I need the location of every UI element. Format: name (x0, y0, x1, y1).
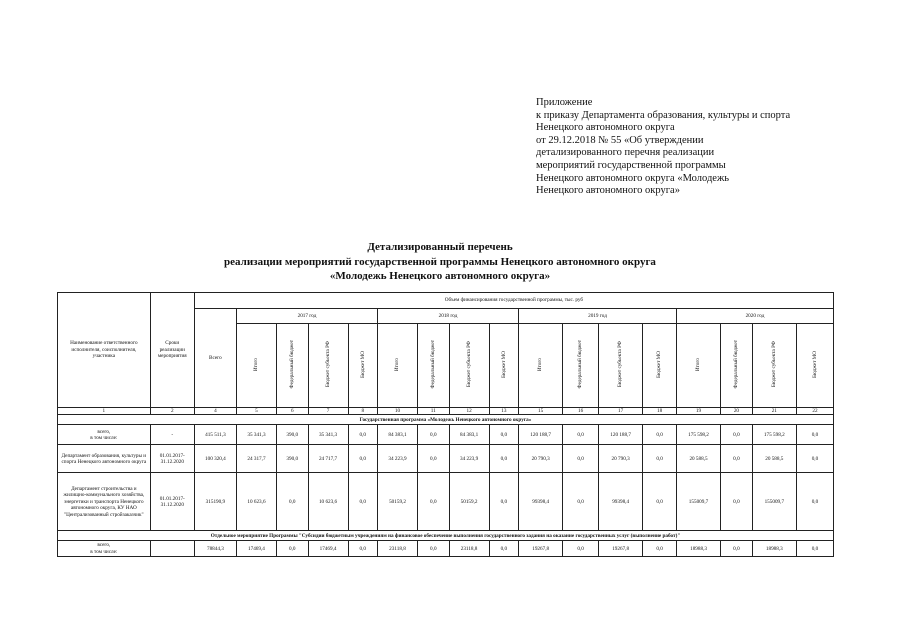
subhead-mo: Бюджет МО (359, 350, 366, 378)
row-value: 0,0 (276, 541, 308, 557)
row-name: всего, в том числе: (58, 541, 151, 557)
financing-table (57, 292, 834, 557)
row-value: 120 188,7 (599, 425, 643, 445)
row-value: 415 511,3 (194, 425, 236, 445)
row-value: 0,0 (563, 473, 599, 531)
col-number: 7 (308, 408, 348, 415)
row-period: 01.01.2017- 31.12.2020 (150, 473, 194, 531)
row-value: 18988,3 (752, 541, 796, 557)
subhead-mo: Бюджет МО (500, 350, 507, 378)
col-number: 19 (676, 408, 720, 415)
header-year-2018: 2018 год (378, 309, 519, 324)
col-number: 20 (721, 408, 753, 415)
table-row (58, 541, 834, 557)
row-value: 100 320,4 (194, 445, 236, 473)
row-value: 24 317,7 (236, 445, 276, 473)
annex-line: Ненецкого автономного округа (536, 122, 675, 134)
col-number: 10 (378, 408, 418, 415)
section-row (58, 415, 834, 425)
row-value: 23118,8 (378, 541, 418, 557)
row-value: 0,0 (489, 425, 518, 445)
row-value: 390,0 (276, 445, 308, 473)
title-line-2: реализации мероприятий государственной программы Ненецкого автономного округа (224, 255, 656, 268)
subhead-subject: Бюджет субъекта РФ (617, 341, 624, 388)
annex-line: к приказу Департамента образования, культуры и спорта (536, 109, 791, 121)
subsidy-rows (58, 541, 834, 557)
row-value: 20 790,3 (519, 445, 563, 473)
row-value: 0,0 (276, 473, 308, 531)
subhead-cell (236, 324, 276, 408)
row-value: 24 717,7 (308, 445, 348, 473)
row-value: 0,0 (643, 445, 677, 473)
subhead-federal: Федеральный бюджет (577, 340, 584, 389)
row-value: 20 588,5 (752, 445, 796, 473)
row-value: 315190,9 (194, 473, 236, 531)
row-value: 19267,8 (599, 541, 643, 557)
row-value: 0,0 (643, 473, 677, 531)
row-value: 35 341,3 (236, 425, 276, 445)
row-value: 0,0 (721, 541, 753, 557)
annex-line: Приложение (536, 97, 593, 108)
row-value: 0,0 (643, 541, 677, 557)
row-value: 0,0 (489, 445, 518, 473)
col-number: 2 (150, 408, 194, 415)
annex-line: от 29.12.2018 № 55 «Об утверждении (536, 134, 704, 146)
row-name: всего, в том числе: (58, 425, 151, 445)
column-number-row (58, 408, 834, 415)
col-number: 13 (489, 408, 518, 415)
row-value: 0,0 (721, 445, 753, 473)
col-number: 6 (276, 408, 308, 415)
row-value: 78844,3 (194, 541, 236, 557)
subhead-itogo: Итого (695, 357, 702, 371)
row-value: 175 598,2 (752, 425, 796, 445)
row-value: 0,0 (489, 473, 518, 531)
subhead-federal: Федеральный бюджет (733, 340, 740, 389)
subhead-cell (752, 324, 796, 408)
program-rows (58, 425, 834, 531)
row-value: 0,0 (348, 445, 377, 473)
header-year-2017: 2017 год (236, 309, 377, 324)
header-volume: Объем финансирования государственной программы, тыс. руб (194, 293, 833, 309)
row-value: 0,0 (796, 473, 833, 531)
row-value: 0,0 (643, 425, 677, 445)
row-value: 0,0 (563, 541, 599, 557)
subhead-itogo: Итого (394, 357, 401, 371)
subhead-cell (378, 324, 418, 408)
row-value: 34 223,9 (449, 445, 489, 473)
subhead-mo: Бюджет МО (811, 350, 818, 378)
subhead-subject: Бюджет субъекта РФ (324, 341, 331, 388)
row-name: Департамент строительства и жилищно-коммунального хозяйства, энергетики и транспорта Ненецкого автономного округа, КУ НАО "Централизованный стройзаказчик" (58, 473, 151, 531)
row-value: 18988,3 (676, 541, 720, 557)
col-number: 11 (418, 408, 450, 415)
header-year-2020: 2020 год (676, 309, 833, 324)
subhead-subject: Бюджет субъекта РФ (465, 341, 472, 388)
header-period: Сроки реализации мероприятия (150, 293, 194, 408)
header-total: Всего (194, 309, 236, 408)
row-value: 0,0 (418, 445, 450, 473)
subhead-federal: Федеральный бюджет (289, 340, 296, 389)
row-value: 20 790,3 (599, 445, 643, 473)
row-value: 0,0 (563, 445, 599, 473)
row-period (150, 541, 194, 557)
row-value: 0,0 (418, 473, 450, 531)
section-title-program: Государственная программа «Молодежь Ненецкого автономного округа» (58, 415, 834, 425)
subhead-cell (563, 324, 599, 408)
col-number: 18 (643, 408, 677, 415)
subhead-cell (308, 324, 348, 408)
row-value: 390,0 (276, 425, 308, 445)
row-value: 23118,8 (449, 541, 489, 557)
title-line-1: Детализированный перечень (367, 241, 513, 253)
col-number: 5 (236, 408, 276, 415)
col-number: 22 (796, 408, 833, 415)
row-value: 50159,2 (378, 473, 418, 531)
table-row (58, 425, 834, 445)
col-number: 16 (563, 408, 599, 415)
subhead-subject: Бюджет субъекта РФ (771, 341, 778, 388)
subhead-cell (643, 324, 677, 408)
row-value: 10 623,6 (236, 473, 276, 531)
row-value: 50159,2 (449, 473, 489, 531)
header-name: Наименование ответственного исполнителя, соисполнителя, участника (58, 293, 151, 408)
row-value: 0,0 (796, 445, 833, 473)
section-row (58, 531, 834, 541)
row-value: 17469,4 (308, 541, 348, 557)
subhead-cell (418, 324, 450, 408)
header-year-2019: 2019 год (519, 309, 677, 324)
row-value: 0,0 (348, 425, 377, 445)
subhead-cell (276, 324, 308, 408)
row-value: 0,0 (348, 541, 377, 557)
row-value: 155009,7 (676, 473, 720, 531)
row-value: 120 188,7 (519, 425, 563, 445)
row-period: 01.01.2017- 31.12.2020 (150, 445, 194, 473)
col-number: 15 (519, 408, 563, 415)
col-number: 4 (194, 408, 236, 415)
annex-line: Ненецкого автономного округа «Молодежь (536, 172, 730, 184)
subhead-cell (489, 324, 518, 408)
row-value: 0,0 (721, 425, 753, 445)
annex-line: детализированного перечня реализации (536, 147, 715, 159)
subhead-itogo: Итого (537, 357, 544, 371)
row-value: 17469,4 (236, 541, 276, 557)
row-value: 20 588,5 (676, 445, 720, 473)
annex-line: мероприятий государственной программы (536, 159, 726, 171)
annex-block (536, 97, 790, 198)
row-period: - (150, 425, 194, 445)
subhead-cell (519, 324, 563, 408)
title-line-3: «Молодежь Ненецкого автономного округа» (329, 270, 551, 282)
col-number: 8 (348, 408, 377, 415)
row-name: Департамент образования, культуры и спорта Ненецкого автономного округа (58, 445, 151, 473)
subhead-mo: Бюджет МО (656, 350, 663, 378)
row-value: 175 598,2 (676, 425, 720, 445)
row-value: 0,0 (563, 425, 599, 445)
subhead-cell (449, 324, 489, 408)
row-value: 0,0 (796, 541, 833, 557)
subhead-federal: Федеральный бюджет (430, 340, 437, 389)
subhead-itogo: Итого (253, 357, 260, 371)
row-value: 99398,4 (519, 473, 563, 531)
row-value: 0,0 (796, 425, 833, 445)
row-value: 35 341,3 (308, 425, 348, 445)
row-value: 0,0 (418, 541, 450, 557)
annex-line: Ненецкого автономного округа» (536, 185, 680, 197)
row-value: 99398,4 (599, 473, 643, 531)
col-number: 21 (752, 408, 796, 415)
row-value: 155009,7 (752, 473, 796, 531)
table-row (58, 473, 834, 531)
col-number: 1 (58, 408, 151, 415)
subhead-cell (599, 324, 643, 408)
row-value: 34 223,9 (378, 445, 418, 473)
subhead-cell (796, 324, 833, 408)
row-value: 0,0 (418, 425, 450, 445)
row-value: 84 383,1 (378, 425, 418, 445)
section-title-subsidy: Отдельное мероприятие Программы "Субсидии бюджетным учреждениям на финансовое обеспечение выполнения государственного задания на оказание государственных услуг (выполнение работ)" (58, 531, 834, 541)
subhead-cell (348, 324, 377, 408)
table-row (58, 445, 834, 473)
row-value: 10 623,6 (308, 473, 348, 531)
subhead-cell (721, 324, 753, 408)
row-value: 19267,8 (519, 541, 563, 557)
row-value: 0,0 (721, 473, 753, 531)
row-value: 0,0 (348, 473, 377, 531)
col-number: 17 (599, 408, 643, 415)
subhead-cell (676, 324, 720, 408)
row-value: 0,0 (489, 541, 518, 557)
document-title (60, 240, 820, 284)
col-number: 12 (449, 408, 489, 415)
row-value: 84 383,1 (449, 425, 489, 445)
